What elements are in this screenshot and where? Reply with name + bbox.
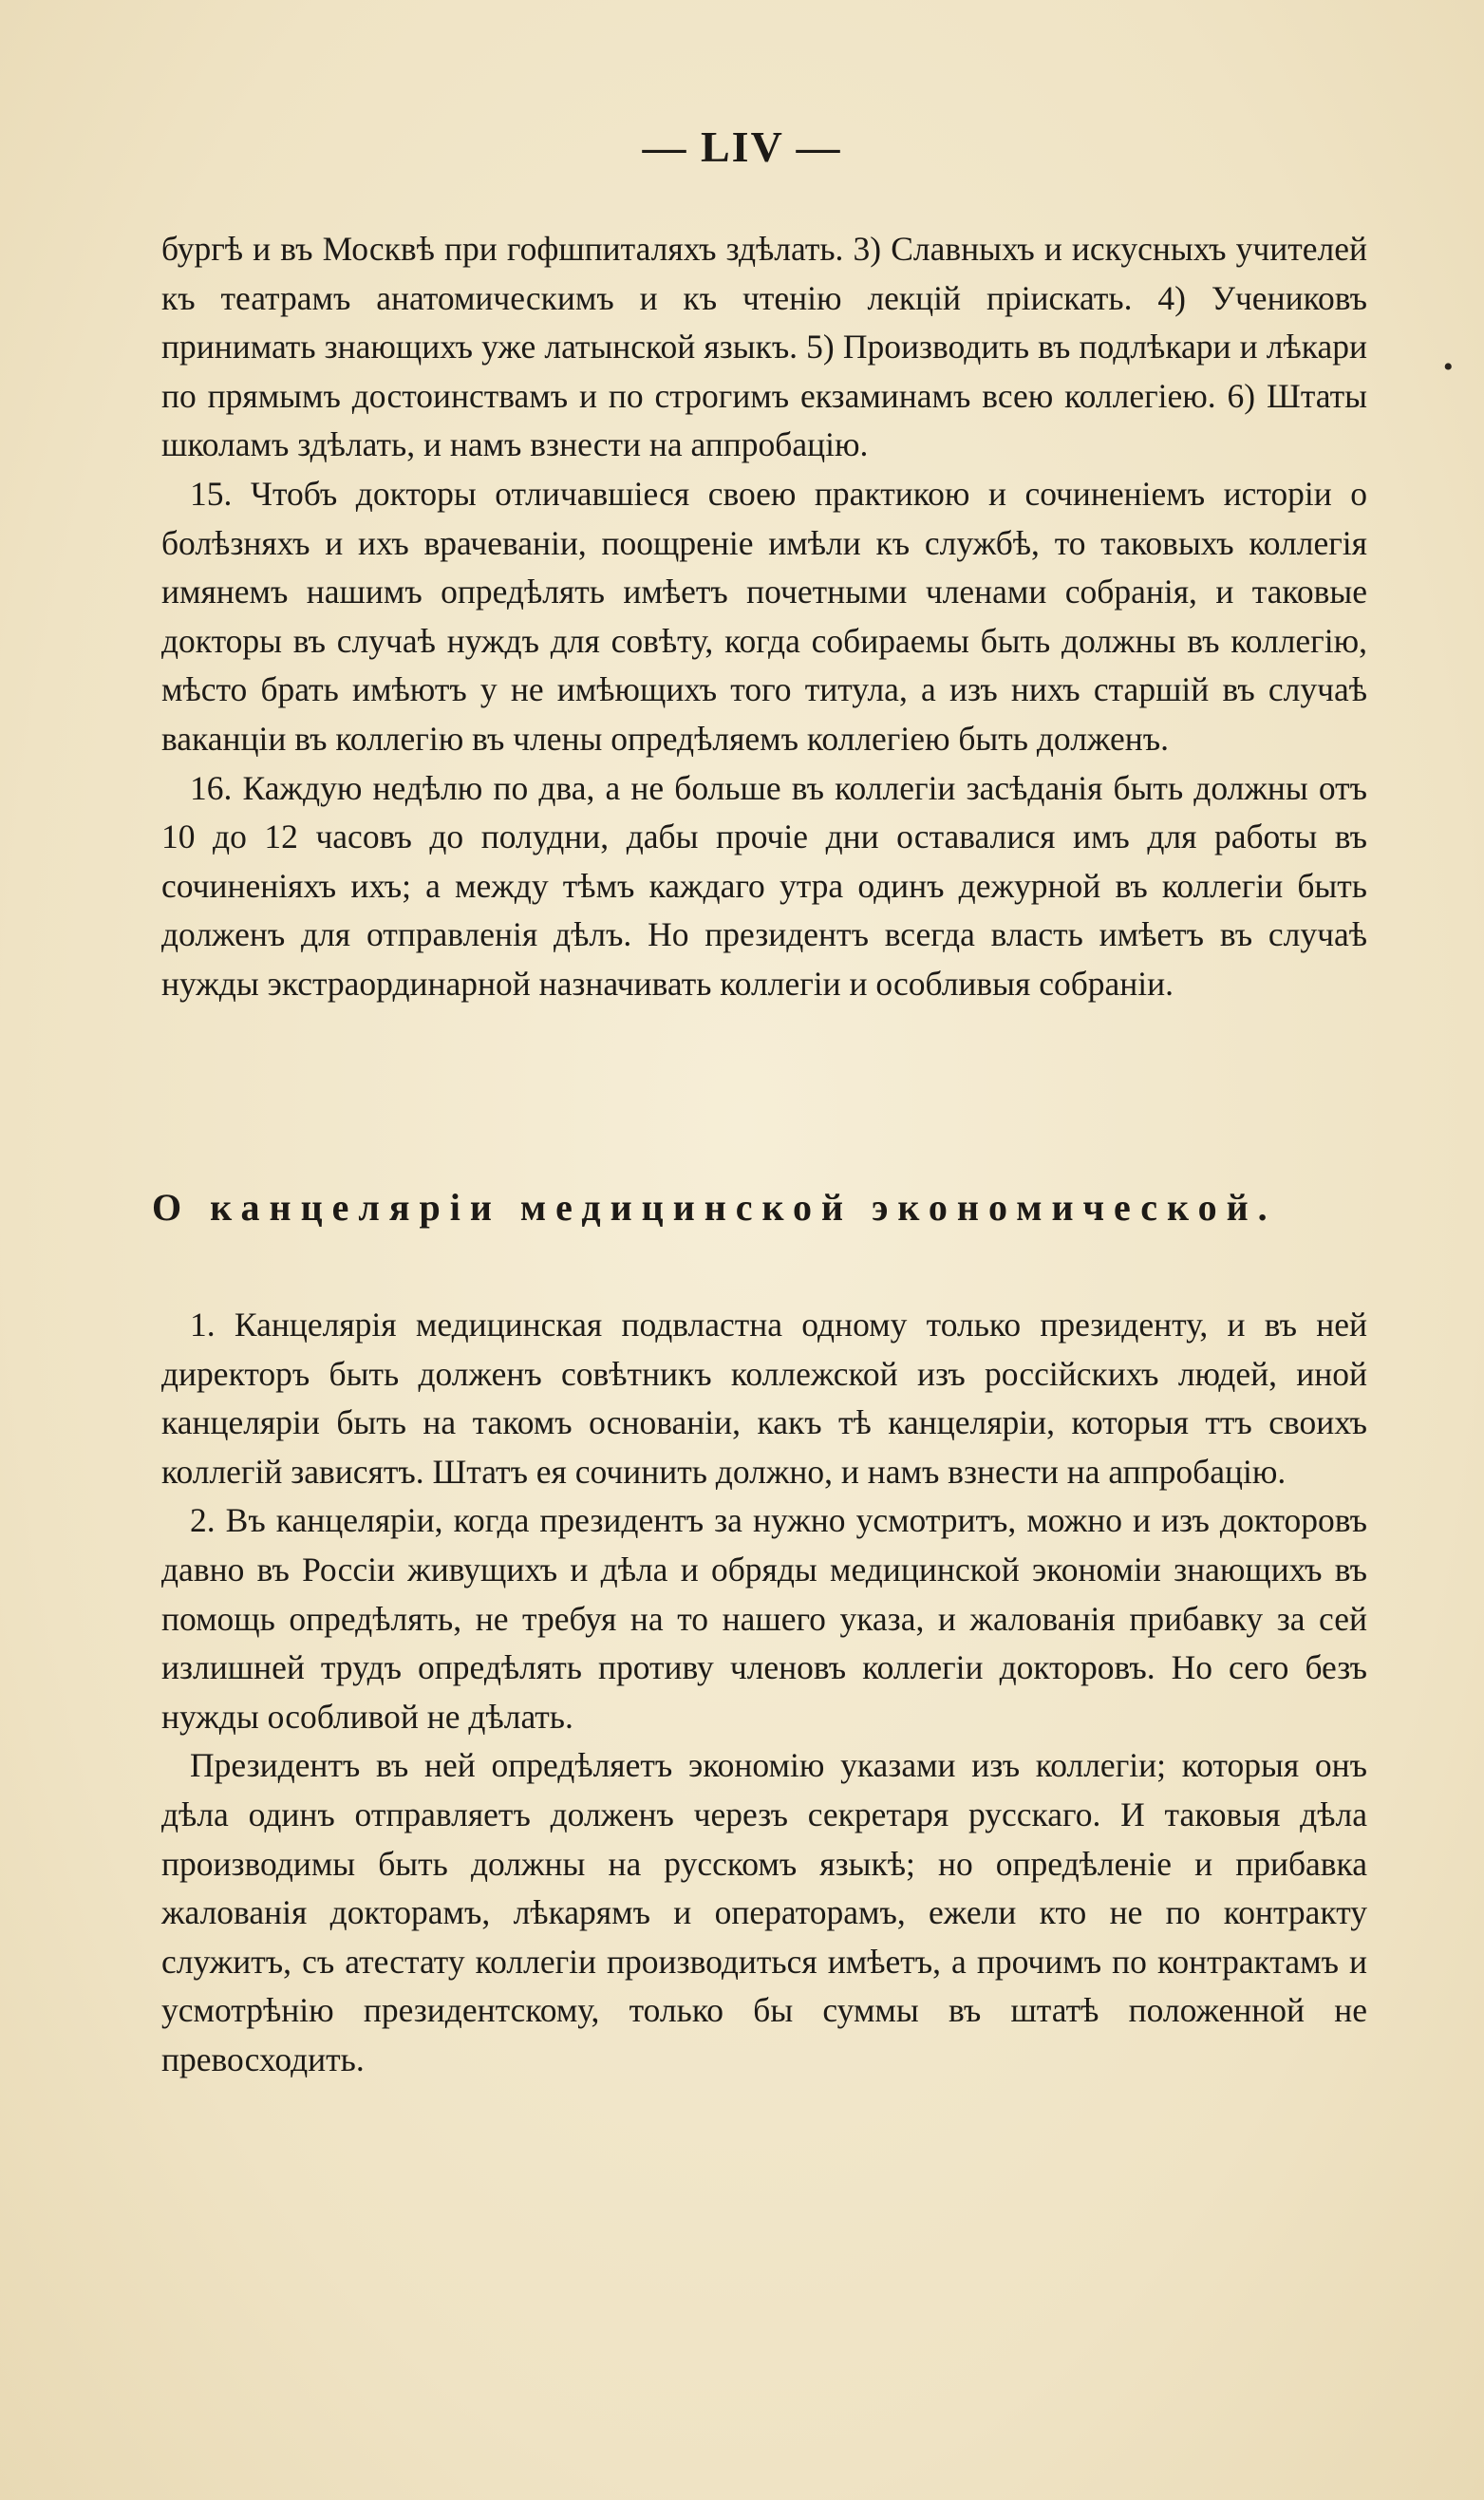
paragraph-16: 16. Каждую недѣлю по два, а не больше въ коллегіи засѣданія быть должны отъ 10 до 12 часовъ до полудни, дабы прочіе дни оставалися имъ для работы въ сочиненіяхъ ихъ; а между тѣмъ каждаго утра одинъ дежурной въ коллегіи быть долженъ для отправленія дѣлъ. Но президентъ всегда власть имѣетъ въ случаѣ нужды экстраординарной назначивать коллегіи и особливыя собраніи. [161, 768, 1367, 1003]
margin-dot-mark: • [1443, 351, 1454, 383]
paragraph-continuation: бургѣ и въ Москвѣ при гофшпиталяхъ здѣлать. 3) Славныхъ и искусныхъ учителей къ театрамъ анатомическимъ и къ чтенію лекцій пріискать. 4) Учениковъ принимать знающихъ уже латынской языкъ. 5) Производить въ подлѣкари и лѣкари по прямымъ достоинствамъ и по строгимъ екзаминамъ всею коллегіею. 6) Штаты школамъ здѣлать, и намъ взнести на аппробацію. [161, 230, 1367, 464]
paragraph-15: 15. Чтобъ докторы отличавшіеся своею практикою и сочиненіемъ исторіи о болѣзняхъ и ихъ врачеваніи, поощреніе имѣли къ службѣ, то таковыхъ коллегія имянемъ нашимъ опредѣлять имѣетъ почетными членами собранія, и таковые докторы въ случаѣ нуждъ для совѣту, когда собираемы быть должны въ коллегію, мѣсто брать имѣютъ у не имѣющихъ того титула, а изъ нихъ старшій въ случаѣ ваканціи въ коллегію въ члены опредѣляемъ коллегіею быть долженъ. [161, 474, 1367, 758]
text-block-top [161, 225, 1367, 1009]
paragraph-chancery-3: Президентъ въ ней опредѣляетъ экономію указами изъ коллегіи; которыя онъ дѣла одинъ отправляетъ долженъ черезъ секретаря русскаго. И таковыя дѣла производимы быть должны на русскомъ языкѣ; но опредѣленіе и прибавка жалованія докторамъ, лѣкарямъ и операторамъ, ежели кто не по контракту служитъ, съ атестату коллегіи производиться имѣетъ, а прочимъ по контрактамъ и усмотрѣнію президентскому, только бы суммы въ штатѣ положенной не превосходить. [161, 1746, 1367, 2078]
section-heading: О канцеляріи медицинской экономической. [152, 1186, 1277, 1229]
page-number: — LIV — [642, 122, 842, 171]
paragraph-chancery-2: 2. Въ канцеляріи, когда президентъ за нужно усмотритъ, можно и изъ докторовъ давно въ Россіи живущихъ и дѣла и обряды медицинской экономіи знающихъ въ помощь опредѣлять, не требуя на то нашего указа, и жалованія прибавку за сей излишней трудъ опредѣлять противу членовъ коллегіи докторовъ. Но сего безъ нужды особливой не дѣлать. [161, 1501, 1367, 1736]
paragraph-chancery-1: 1. Канцелярія медицинская подвластна одному только президенту, и въ ней директоръ быть долженъ совѣтникъ коллежской изъ россійскихъ людей, иной канцеляріи быть на такомъ основаніи, какъ тѣ канцеляріи, которыя ттъ своихъ коллегій зависятъ. Штатъ ея сочинить должно, и намъ взнести на аппробацію. [161, 1306, 1367, 1491]
text-block-bottom [161, 1301, 1367, 2085]
